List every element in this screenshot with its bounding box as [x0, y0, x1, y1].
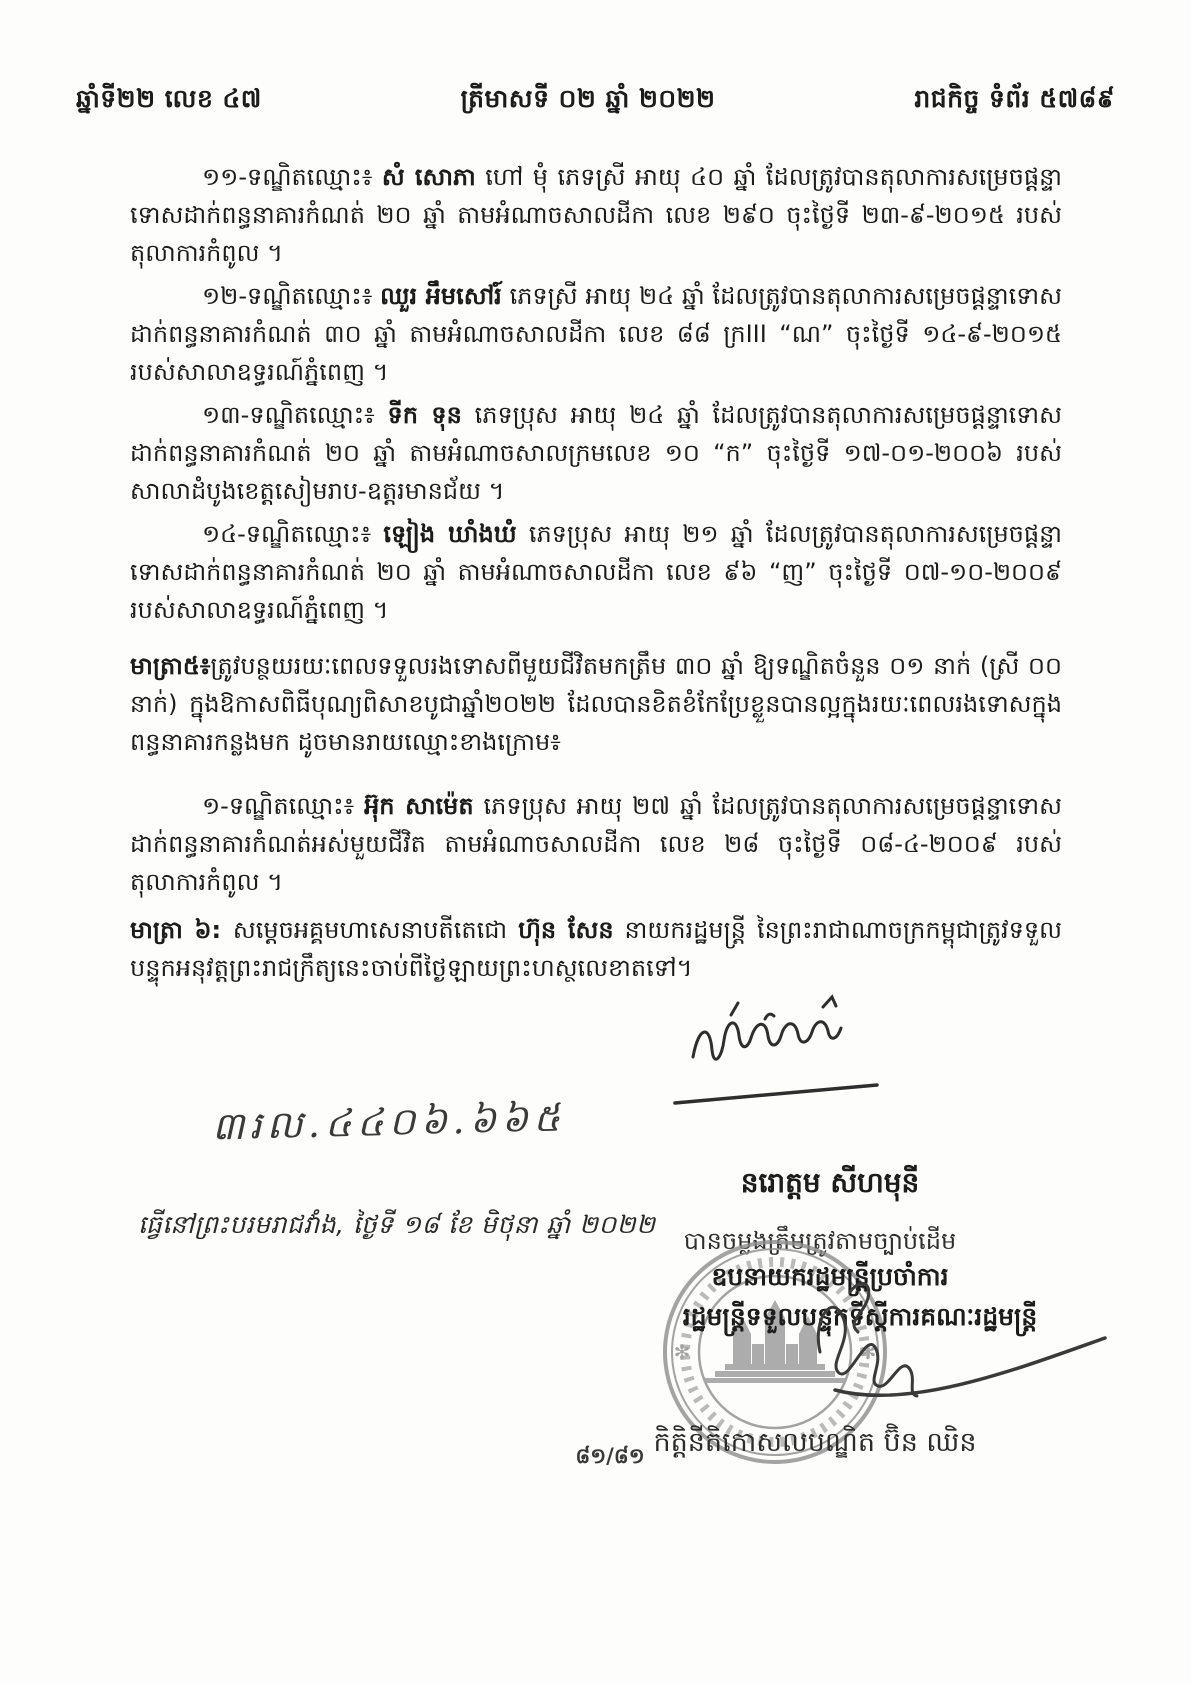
- article-5: [130, 647, 1062, 761]
- article-label: មាត្រា៥៖: [130, 652, 211, 680]
- paragraph-lead: ១៤-ទណ្ឌិតឈ្មោះ៖: [202, 520, 384, 548]
- deputy-pm-title-line1: ឧបនាយករដ្ឋមន្ត្រីប្រចាំការ: [711, 1262, 949, 1291]
- convict-name: ឡៀង ឃាំងឃំ: [383, 520, 517, 548]
- deputy-pm-name: កិត្តិនីតិកោសលបណ្ឌិត ប៊ិន ឈិន: [653, 1427, 977, 1458]
- paragraph-rest: ភេទស្រី អាយុ ២៤ ឆ្នាំ ដែលត្រូវបានតុលាការសម្រេចផ្តន្ទាទោសដាក់ពន្ធនាគារកំណត់ ៣០ ឆ្នាំ តាមអំណាចសាលដីកា លេខ ៨៨ ក្រIII “ណ” ចុះថ្ងៃទី ១៤-៩-២០១៥ របស់សាលាឧទ្ធរណ៍ភ្នំពេញ ។: [130, 282, 1062, 386]
- paragraph-rest: ភេទប្រុស អាយុ ២៤ ឆ្នាំ ដែលត្រូវបានតុលាការសម្រេចផ្តន្ទាទោសដាក់ពន្ធនាគារកំណត់ ២០ ឆ្នាំ តាមអំណាចសាលក្រមលេខ ១០ “ក” ចុះថ្ងៃទី ១៧-០១-២០០៦ របស់សាលាដំបូងខេត្តសៀមរាប-ឧត្តរមានជ័យ ។: [130, 401, 1062, 505]
- convict-name: អ៊ុក សាម៉េត: [364, 792, 474, 820]
- certified-copy-line: បានចម្លងត្រឹមត្រូវតាមច្បាប់ដើម: [683, 1227, 957, 1255]
- article-text-before: សម្តេចអគ្គមហាសេនាបតីតេជោ: [232, 916, 519, 944]
- article-6: [130, 911, 1062, 987]
- convict-paragraph-13: [130, 396, 1062, 510]
- decree-body-text: [130, 158, 1062, 992]
- handwritten-reference-number: ៣រល.៤៤០៦.៦៦៥: [211, 1095, 566, 1149]
- header-quarter: ត្រីមាសទី ០២ ឆ្នាំ ២០២២: [460, 84, 716, 113]
- paragraph-rest: ភេទប្រុស អាយុ ២១ ឆ្នាំ ដែលត្រូវបានតុលាការសម្រេចផ្តន្ទាទោសដាក់ពន្ធនាគារកំណត់ ២០ ឆ្នាំ តាមអំណាចសាលដីកា លេខ ៩៦ “ញ” ចុះថ្ងៃទី ០៧-១០-២០០៩ របស់សាលាឧទ្ធរណ៍ភ្នំពេញ ។: [130, 520, 1063, 624]
- convict-paragraph-14: [130, 515, 1062, 629]
- king-name: នរោត្តម សីហមុនី: [740, 1166, 920, 1199]
- king-handwritten-signature-icon: [645, 985, 915, 1135]
- article-label: មាត្រា ៦:: [130, 916, 233, 944]
- paragraph-lead: ១៣-ទណ្ឌិតឈ្មោះ៖: [202, 401, 388, 429]
- article-text-after: នាយករដ្ឋមន្ត្រី នៃព្រះរាជាណាចក្រកម្ពុជាត្រូវទទួលបន្ទុកអនុវត្តព្រះរាជក្រឹត្យនេះចាប់ពីថ្ងៃឡាយព្រះហស្ថលេខាតទៅ។: [130, 916, 1062, 982]
- prime-minister-name: ហ៊ុន សែន: [518, 916, 614, 944]
- page-number: ៨១/៨១: [575, 1444, 645, 1468]
- header-page-ref: រាជកិច្ច ទំព័រ ៥៧៨៩: [914, 84, 1115, 113]
- convict-name: ឈួរ អឹមសៅរ៍: [380, 282, 502, 310]
- deputy-handwritten-signature-icon: [780, 1262, 1110, 1422]
- convict-paragraph-1: [130, 787, 1062, 901]
- paragraph-lead: ១១-ទណ្ឌិតឈ្មោះ៖: [202, 163, 382, 191]
- convict-name: សំ សោភា: [381, 163, 476, 191]
- place-date-line: ធ្វើនៅព្រះបរមរាជវាំង, ថ្ងៃទី ១៨ ខែ មិថុនា ឆ្នាំ ២០២២: [138, 1210, 656, 1239]
- paragraph-rest: ភេទប្រុស អាយុ ២៧ ឆ្នាំ ដែលត្រូវបានតុលាការសម្រេចផ្តន្ទាទោសដាក់ពន្ធនាគារកំណត់អស់មួយជីវិត តាមអំណាចសាលដីកា លេខ ២៨ ចុះថ្ងៃទី ០៨-៤-២០០៩ របស់តុលាការកំពូល ។: [130, 792, 1063, 896]
- convict-paragraph-11: [130, 158, 1062, 272]
- convict-name: ទីក ទុន: [387, 401, 462, 429]
- paragraph-lead: ១២-ទណ្ឌិតឈ្មោះ៖: [202, 282, 381, 310]
- svg-text:✻: ✻: [859, 1340, 877, 1364]
- paragraph-rest: ហៅ មុំ ភេទស្រី អាយុ ៤០ ឆ្នាំ ដែលត្រូវបានតុលាការសម្រេចផ្តន្ទាទោសដាក់ពន្ធនាគារកំណត់ ២០ ឆ្នាំ តាមអំណាចសាលដីកា លេខ ២៩០ ចុះថ្ងៃទី ២៣-៩-២០១៥ របស់តុលាការកំពូល ។: [130, 163, 1062, 267]
- deputy-pm-title-line2: រដ្ឋមន្ត្រីទទួលបន្ទុកទីស្តីការគណៈរដ្ឋមន្ត្រី: [682, 1302, 1038, 1331]
- convict-paragraph-12: [130, 277, 1062, 391]
- paragraph-lead: ១-ទណ្ឌិតឈ្មោះ៖: [202, 792, 365, 820]
- svg-text:✻: ✻: [673, 1340, 691, 1364]
- header-year-issue: ឆ្នាំទី២២ លេខ ៤៧: [76, 84, 262, 113]
- gazette-running-header: [76, 84, 1115, 120]
- article-text: ត្រូវបន្ថយរយៈពេលទទួលរងទោសពីមួយជីវិតមកត្រឹម ៣០ ឆ្នាំ ឱ្យទណ្ឌិតចំនួន ០១ នាក់ (ស្រី ០០ នាក់) ក្នុងឱកាសពិធីបុណ្យពិសាខបូជាឆ្នាំ២០២២ ដែលបានខិតខំកែប្រែខ្លួនបានល្អក្នុងរយៈពេលរងទោសក្នុងពន្ធនាគារកន្លងមក ដូចមានរាយឈ្មោះខាងក្រោម៖: [130, 652, 1062, 756]
